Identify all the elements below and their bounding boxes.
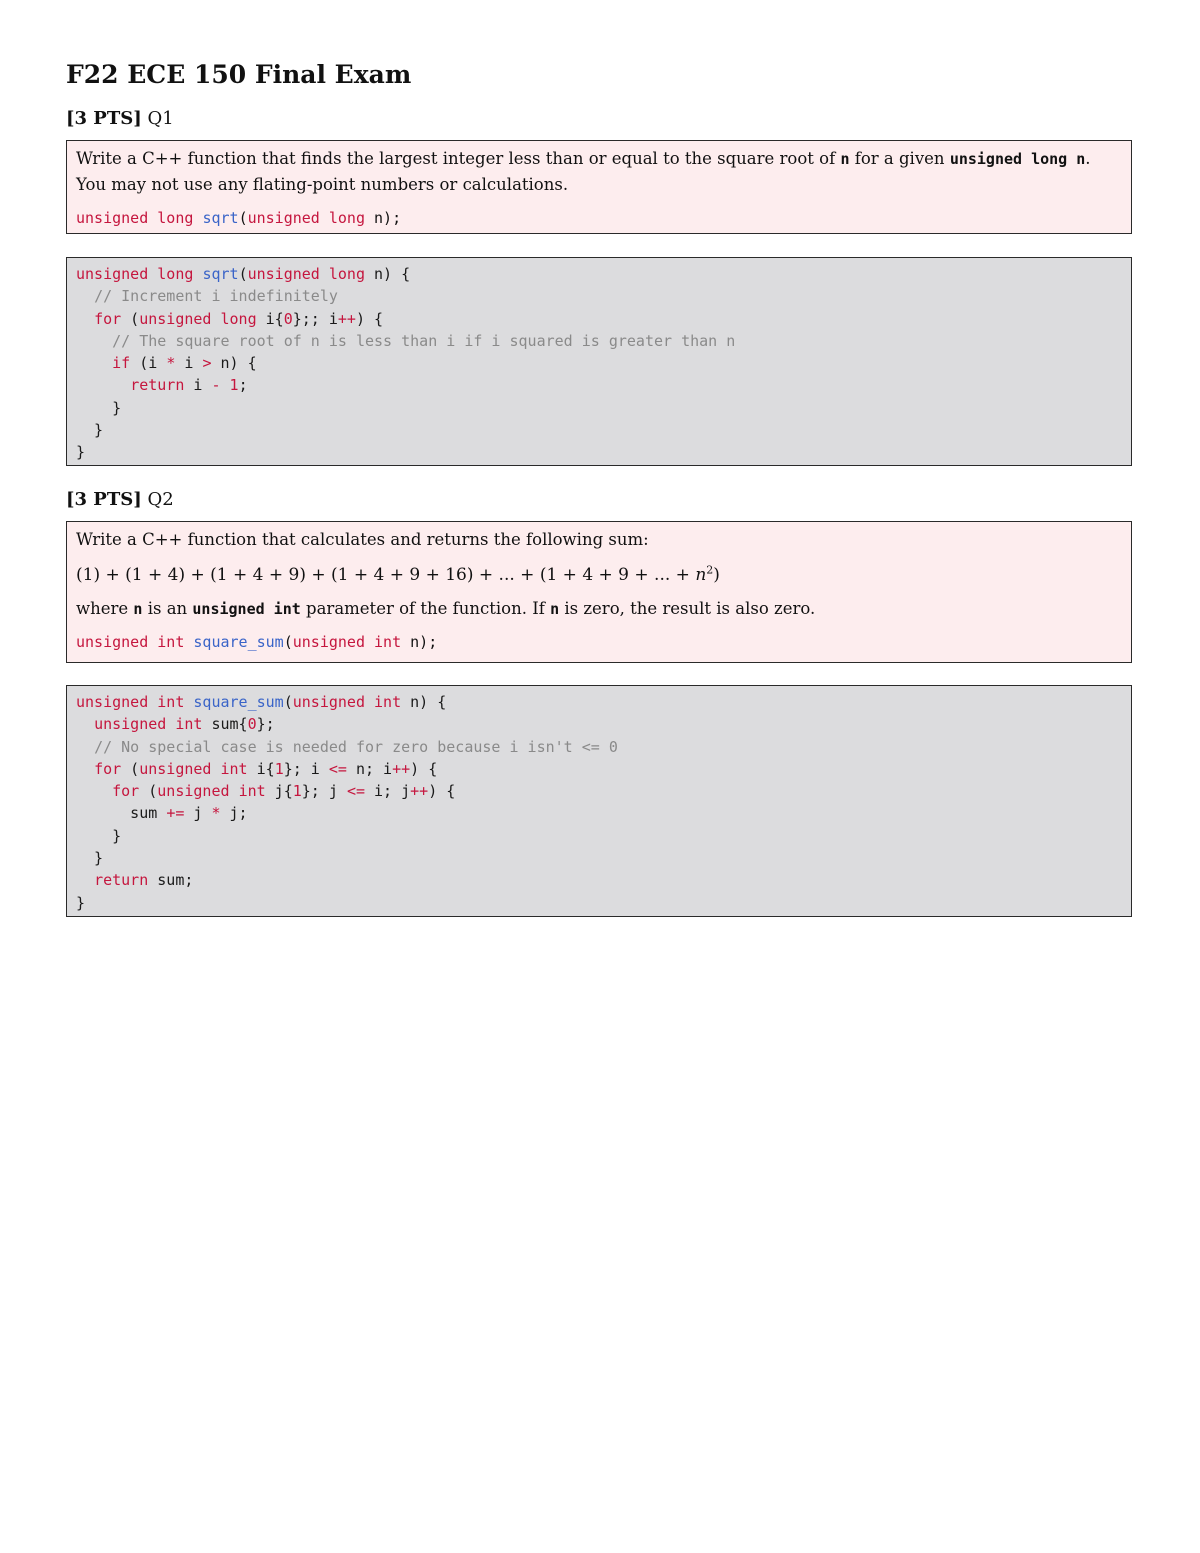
- question-1-label: Q1: [147, 108, 174, 129]
- where-code: unsigned int: [192, 600, 301, 618]
- question-1-prompt: [76, 146, 1122, 198]
- formula-exponent: 2: [706, 563, 714, 577]
- sig-token: unsigned long: [76, 209, 194, 227]
- question-2-where: [76, 596, 1122, 622]
- formula-text: (1) + (1 + 4) + (1 + 4 + 9) + (1 + 4 + 9 + 16) + ... + (1 + 4 + 9 + ... +: [76, 565, 696, 585]
- where-code: n: [133, 600, 143, 618]
- formula-text: ): [713, 565, 720, 585]
- prompt-text: for a given: [849, 149, 950, 168]
- question-2-prompt: Write a C++ function that calculates and returns the following sum:: [76, 530, 649, 549]
- formula-variable: n: [695, 565, 707, 585]
- prompt-code: n: [840, 150, 850, 168]
- where-text: is zero, the result is also zero.: [559, 599, 816, 618]
- where-code: n: [550, 600, 560, 618]
- question-1-answer-code: unsigned long sqrt(unsigned long n) { // Increment i indefinitely for (unsigned long i{0};; i++) { // The square root of n is less than i if i squared is greater than n if (i * i > n) { return i - 1; } } }: [76, 265, 736, 462]
- question-2-box: [66, 521, 1132, 663]
- question-1-heading: [66, 107, 174, 131]
- question-1-answer-box: [66, 257, 1132, 466]
- question-2-answer-box: [66, 685, 1132, 917]
- question-1-points: [3 PTS]: [66, 108, 142, 129]
- sig-token: unsigned int: [292, 633, 402, 651]
- question-2-heading: [66, 488, 174, 512]
- question-2-label: Q2: [147, 489, 174, 510]
- question-2-answer-code: unsigned int square_sum(unsigned int n) { unsigned int sum{0}; // No special case is needed for zero because i isn't <= 0 for (unsigned int i{1}; i <= n; i++) { for (unsigned int j{1}; j <= i; j++) { sum += j * j; } } return sum; }: [76, 693, 618, 912]
- sig-token: square_sum: [193, 633, 284, 651]
- question-2-formula: [76, 562, 1122, 588]
- where-text: is an: [142, 599, 193, 618]
- page-title: F22 ECE 150 Final Exam: [66, 60, 412, 89]
- sig-token: unsigned long: [247, 209, 365, 227]
- question-2-points: [3 PTS]: [66, 489, 142, 510]
- prompt-text: . You may not use any flating-point numbers or calculations.: [76, 149, 1091, 194]
- where-text: where: [76, 599, 134, 618]
- sig-token: unsigned int: [76, 633, 185, 651]
- question-1-signature: unsigned long sqrt(unsigned long n);: [76, 209, 402, 227]
- prompt-text: Write a C++ function that finds the largest integer less than or equal to the square root of: [76, 149, 841, 168]
- question-2-signature: unsigned int square_sum(unsigned int n);: [76, 633, 438, 651]
- sig-token: sqrt: [202, 209, 239, 227]
- where-text: parameter of the function. If: [300, 599, 551, 618]
- question-1-box: [66, 140, 1132, 234]
- prompt-code: unsigned long n: [949, 150, 1086, 168]
